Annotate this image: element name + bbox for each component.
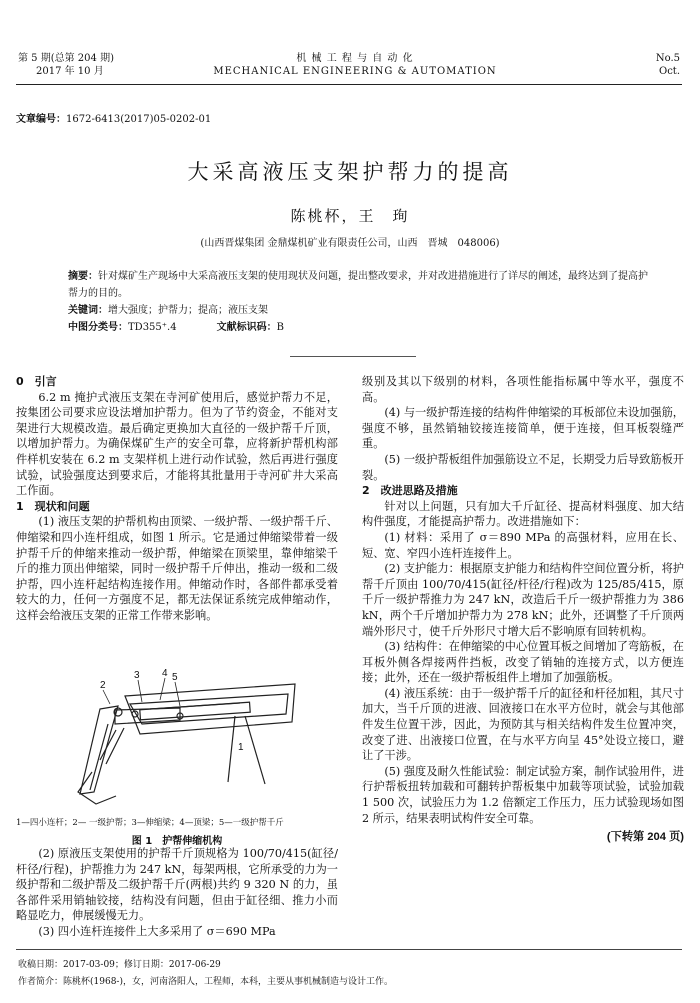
- guard-edge: [90, 724, 108, 790]
- figure-1-caption: 图 1 护帮伸缩机构: [131, 836, 223, 847]
- section-1-paragraph-3: (3) 四小连杆连接件上大多采用了 σ＝690 MPa: [38, 924, 276, 938]
- abstract: [68, 268, 648, 302]
- section-0-paragraph: 6.2 m 掩护式液压支架在寺河矿使用后，感觉护帮力不足，按集团公司要求应设法增加护帮力。但为了节约资金，不能对支架进行大规模改造。最后确定更换加大直径的一级护帮千斤顶，以增加护帮力。为确保煤矿生产的安全可靠，应将新护帮机构部件样机安装在 6.2 m 支架样机上进行动作试验，然后再进行强度试验，试验强度达到要求后，才能将其批量用于寺河矿井大采高工作面。: [16, 390, 338, 498]
- section-2-title: 2 改进思路及措施: [362, 484, 458, 498]
- section-0-title: 0 引言: [16, 375, 57, 388]
- article-number: [16, 110, 211, 125]
- right-column: [362, 374, 684, 846]
- section-1-paragraph-5: (5) 一级护帮板组件加强筋设立不足，长期受力后导致筋板开裂。: [362, 452, 684, 482]
- left-column-lower: [16, 846, 338, 940]
- section-2-item-4: (4) 液压系统：由于一级护帮千斤的缸径和杆径加粗，其尺寸加大，当千斤顶的进液、回液接口在水平方位时，就会与其他部件发生位置干涉，因此，为预防其与相关结构件发生位置冲突，改变了进、出液接口位置，在与水平方向呈 45°处设立接口，避让了干涉。: [362, 686, 684, 763]
- affiliation: (山西晋煤集团 金鼎煤机矿业有限责任公司，山西 晋城 048006): [200, 238, 500, 249]
- header-issue-block: [18, 52, 114, 78]
- keywords: [68, 302, 648, 319]
- header-number-block: [656, 52, 680, 78]
- keywords-label: 关键词：: [68, 305, 108, 316]
- clc-value: TD355⁺.4: [128, 322, 177, 333]
- header-journal: [190, 52, 520, 78]
- section-2-item-1: (1) 材料：采用了 σ＝890 MPa 的高强材料，应用在长、短、宽、窄四小连杆连接件上。: [362, 530, 684, 560]
- section-2-intro: 针对以上问题，只有加大千斤缸径、提高材料强度、加大结构件强度，才能提高护帮力。改进措施如下：: [362, 499, 684, 529]
- article-number-value: 1672-6413(2017)05-0202-01: [66, 114, 212, 125]
- header-journal-en: MECHANICAL ENGINEERING & AUTOMATION: [213, 66, 497, 77]
- classification: [68, 319, 648, 336]
- left-column: [16, 374, 338, 624]
- footer-dates: 收稿日期：2017-03-09；修订日期：2017-06-29: [18, 960, 221, 970]
- fig-label-4: 4: [162, 668, 168, 679]
- section-2-item-2: (2) 支护能力：根据原支护能力和结构件空间位置分析，将护帮千斤顶由 100/70/415(缸径/杆径/行程)改为 125/85/415，原千斤一级护帮推力为 247 kN，改造后千斤一级护帮推力为 386 kN，两个千斤增加护帮力为 278 kN；此外，还调整了千斤顶两端外形尺寸，使千斤外形尺寸增大后不影响原有回转机构。: [362, 562, 684, 638]
- section-1-title: 1 现状和问题: [16, 499, 90, 513]
- continued-note: (下转第 204 页): [606, 831, 684, 844]
- abstract-rule: [290, 356, 416, 357]
- header-month: Oct.: [659, 66, 680, 77]
- section-1-paragraph-1: (1) 液压支架的护帮机构由顶梁、一级护帮、一级护帮千斤、伸缩梁和四小连杆组成，如图 1 所示。它是通过伸缩梁带着一级护帮千斤的伸缩来推动一级护帮，伸缩梁在顶梁里，靠伸缩梁千斤的推力顶出伸缩梁，同时一级护帮千斤伸出，推动一级和二级护帮，四小连杆起结构连接作用。伸缩动作时，各部件都承受着较大的力，任何一方强度不足，都无法保证系统完成伸缩动作，这样会给液压支架的正常工作带来影响。: [16, 515, 338, 622]
- figure-1-mechanism: [30, 664, 330, 814]
- paper-title: 大采高液压支架护帮力的提高: [187, 160, 513, 184]
- fig-label-1: 1: [238, 742, 244, 753]
- header-issue: 第 5 期(总第 204 期): [18, 53, 114, 64]
- header-journal-cn: 机 械 工 程 与 自 动 化: [296, 53, 414, 64]
- article-number-label: 文章编号：: [16, 114, 66, 125]
- footer-author-intro: 作者简介：陈桃杯(1968-)，女，河南洛阳人，工程师，本科，主要从事机械制造与设计工作。: [18, 977, 393, 987]
- section-2-item-3: (3) 结构件：在伸缩梁的中心位置耳板之间增加了弯筋板，在耳板外侧各焊接两件挡板，改变了销轴的连接方式，以方便连接；此外，还在一级护帮板组件上增加了加强筋板。: [362, 640, 684, 685]
- section-2-item-5: (5) 强度及耐久性能试验：制定试验方案，制作试验用件，进行护帮板扭转加载和可翻转护帮板集中加载等项试验，试验加载 1 500 次，试验压力为 1.2 倍额定工作压力，压力试验现场如图 2 所示，结果表明试构件安全可靠。: [362, 764, 684, 825]
- section-1-paragraph-4: (4) 与一级护帮连接的结构件伸缩梁的耳板部位未设加强筋，强度不够，虽然销轴铰接连接简单，便于连接，但耳板裂缝严重。: [362, 406, 684, 451]
- clc-label: 中图分类号：: [68, 322, 128, 333]
- doc-code-label: 文献标识码：: [216, 322, 277, 333]
- header-no: No.5: [655, 53, 680, 64]
- header-rule: [16, 84, 682, 85]
- authors: 陈桃杯，王 珣: [290, 207, 410, 225]
- abstract-label: 摘要：: [68, 271, 98, 282]
- footer-rule: [16, 949, 682, 950]
- fig-label-3: 3: [134, 670, 140, 681]
- keywords-text: 增大强度；护帮力；提高；液压支架: [108, 305, 268, 316]
- figure-1-legend: 1—四小连杆；2— 一级护帮；3—伸缩梁；4—顶梁；5—一级护帮千斤: [16, 818, 284, 828]
- header-date: 2017 年 10 月: [36, 66, 104, 77]
- fig-label-5: 5: [172, 672, 178, 683]
- fig-label-2: 2: [100, 680, 106, 691]
- abstract-text: 针对煤矿生产现场中大采高液压支架的使用现状及问题，提出整改要求，并对改进措施进行了详尽的阐述，最终达到了提高护帮力的目的。: [68, 271, 648, 299]
- doc-code-value: B: [276, 322, 284, 333]
- section-1-paragraph-2: (2) 原液压支架使用的护帮千斤顶规格为 100/70/415(缸径/杆径/行程)，护帮推力为 247 kN，每架两根，它所承受的力为一级护帮和二级护帮及二级护帮千斤(两根)共约 9 320 N 的力，虽各部件采用销轴铰接，结构没有问题，但由于缸径细、推力小而略显吃力，伸展缓慢无力。: [16, 847, 338, 923]
- right-paragraph-continued: 级别及其以下级别的材料，各项性能指标属中等水平，强度不高。: [362, 375, 684, 404]
- abstract-block: [68, 268, 648, 336]
